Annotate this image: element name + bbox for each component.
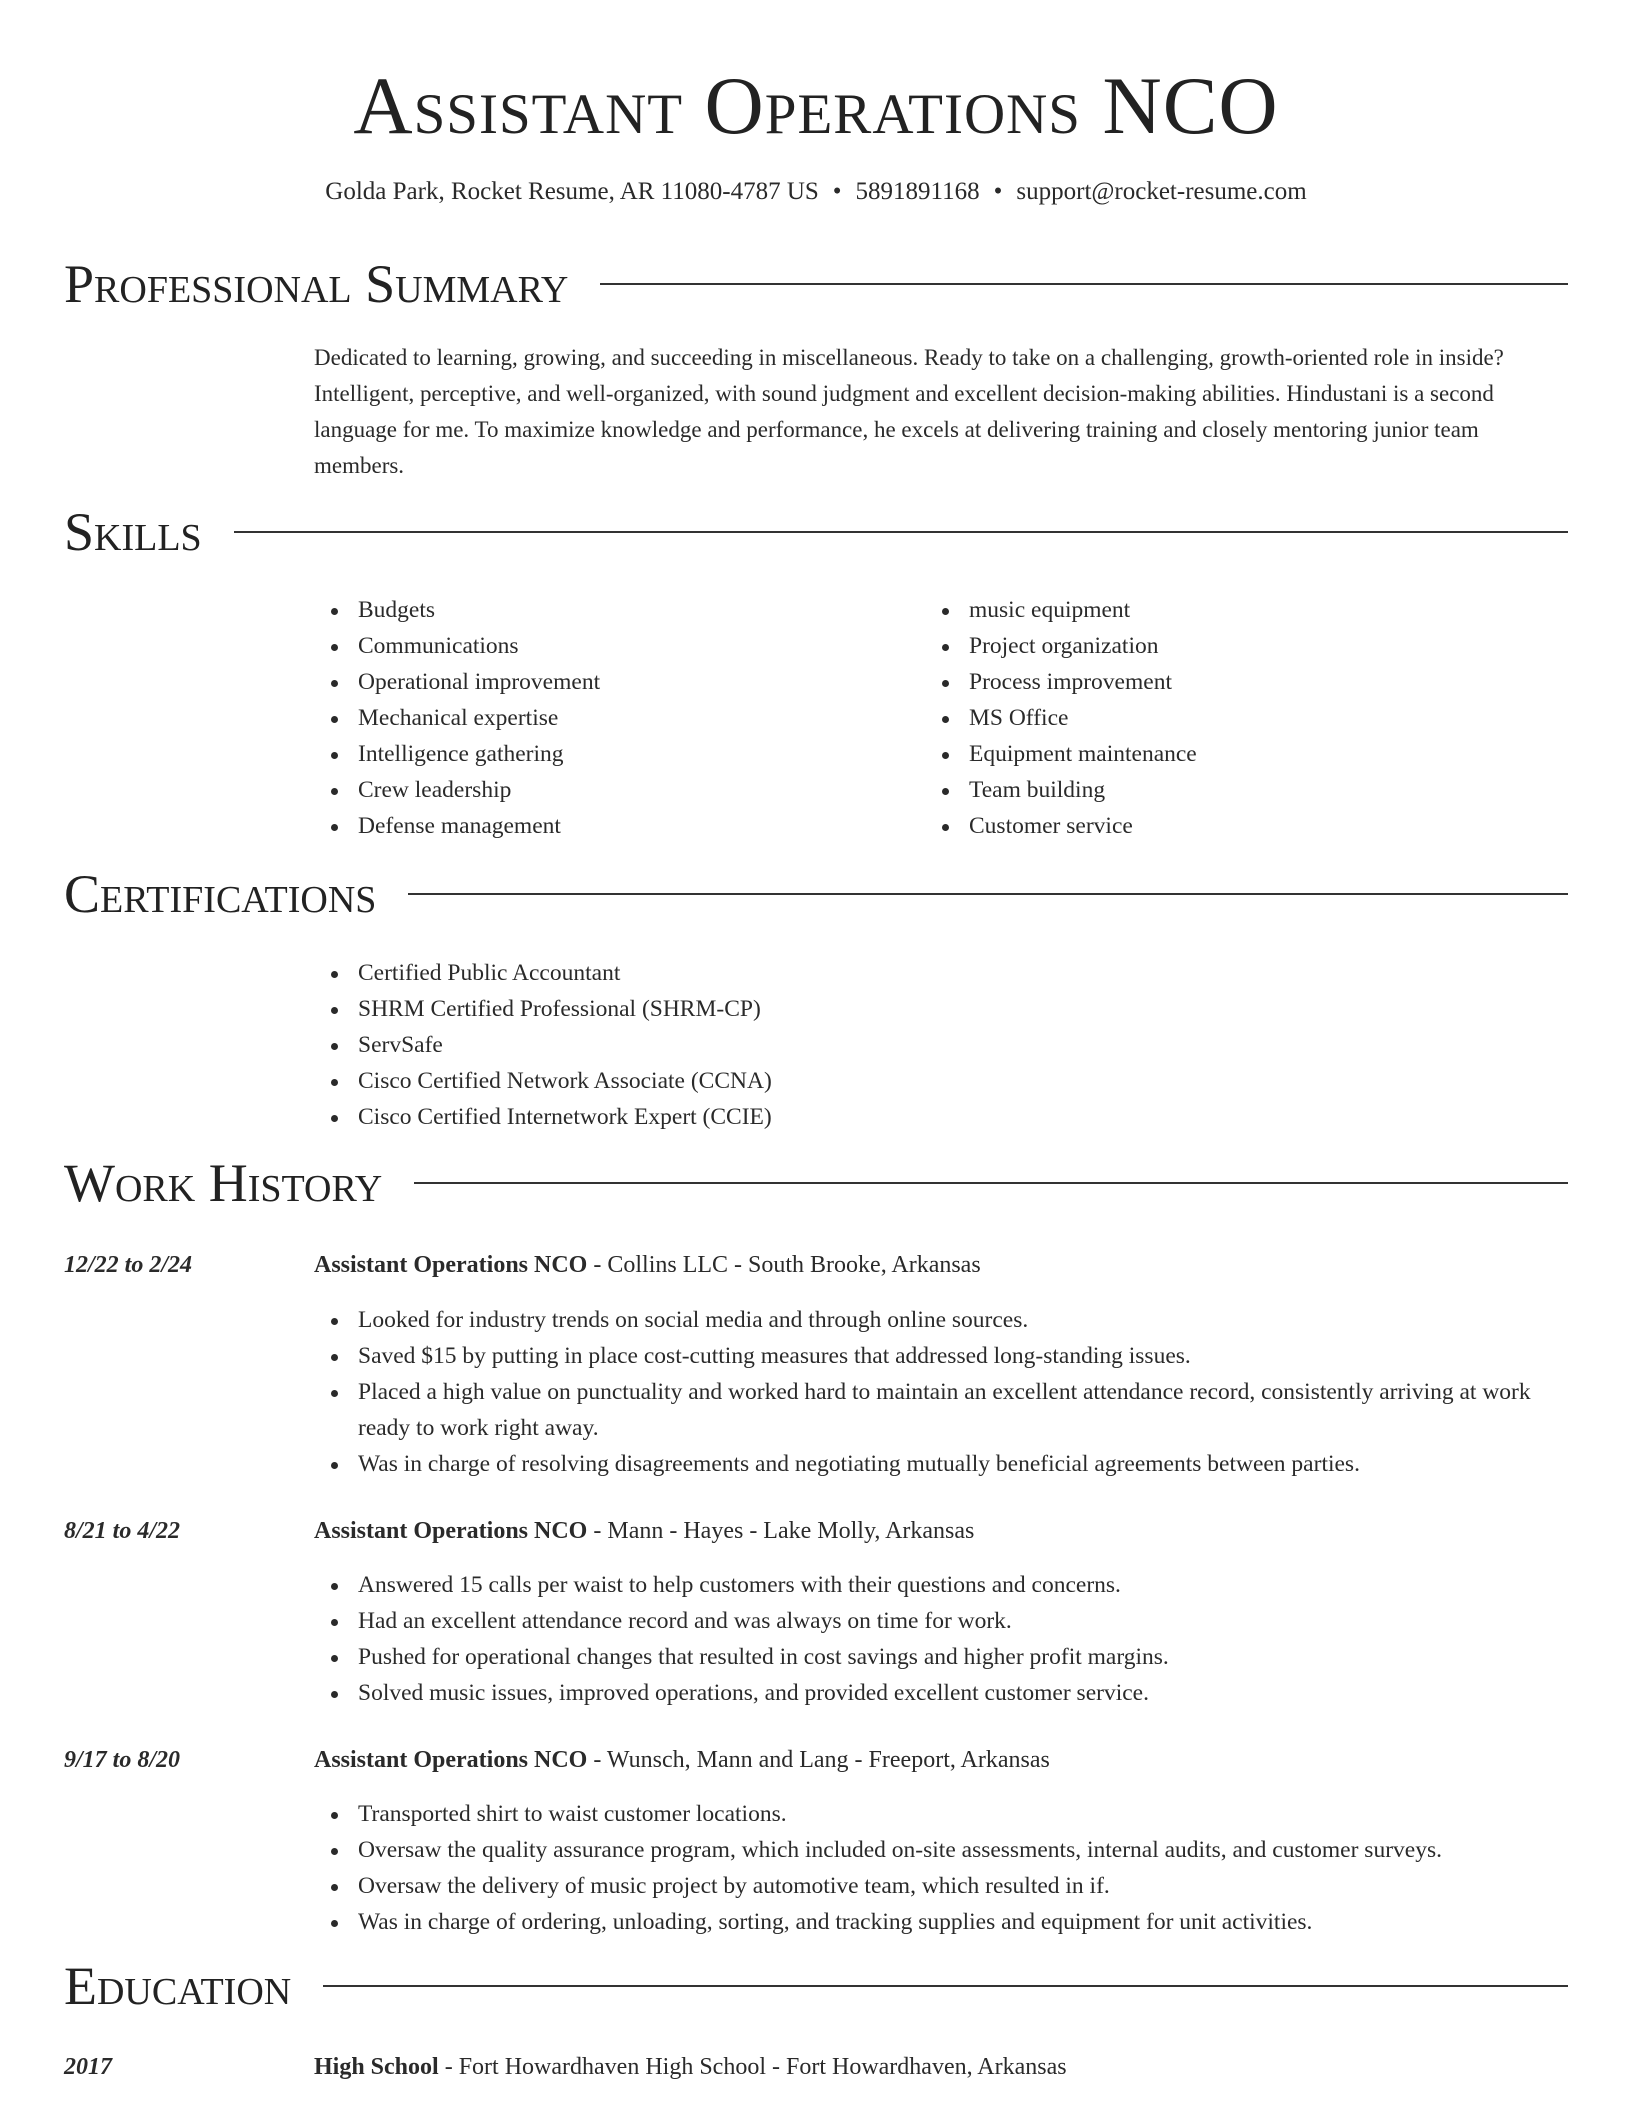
- section-divider: [408, 893, 1568, 895]
- work-history-section-header: [64, 1151, 1568, 1215]
- job-title: Assistant Operations NCO: [314, 1252, 588, 1278]
- list-item: Solved music issues, improved operations, and provided excellent customer service.: [358, 1675, 1568, 1711]
- certifications-section-header: [64, 862, 1568, 926]
- summary-text: Dedicated to learning, growing, and succeeding in miscellaneous. Ready to take on a challenging, growth-oriented role in inside? Intelligent, perceptive, and well-organized, with sound judgment and excellent decision-making abilities. Hindustani is a second language for me. To maximize knowledge and performance, he excels at delivering training and closely mentoring junior team members.: [314, 345, 1504, 478]
- list-item: Communications: [358, 628, 600, 664]
- certifications-list: [314, 955, 772, 1135]
- job-dates: 12/22 to 2/24: [64, 1252, 193, 1278]
- job-dates: 8/21 to 4/22: [64, 1518, 181, 1544]
- job-title-line: [314, 1742, 1050, 1778]
- education-degree: High School: [314, 2054, 439, 2080]
- job-title-line: [314, 1513, 974, 1549]
- skills-list-right: [925, 592, 1197, 844]
- job-title-line: [314, 1247, 981, 1283]
- list-item: Saved $15 by putting in place cost-cutting measures that addressed long-standing issues.: [358, 1338, 1568, 1374]
- job-bullets: [314, 1796, 1568, 1940]
- education-year: 2017: [64, 2054, 112, 2080]
- education-section-header: [64, 1954, 1568, 2018]
- list-item: Oversaw the quality assurance program, which included on-site assessments, internal audits, and customer surveys.: [358, 1832, 1568, 1868]
- candidate-name: Assistant Operations NCO: [353, 60, 1279, 151]
- list-item: SHRM Certified Professional (SHRM-CP): [358, 991, 772, 1027]
- separator: •: [993, 178, 1003, 205]
- section-title: Skills: [64, 502, 202, 562]
- list-item: Customer service: [969, 808, 1197, 844]
- education-line: [314, 2049, 1067, 2085]
- list-item: Certified Public Accountant: [358, 955, 772, 991]
- list-item: ServSafe: [358, 1027, 772, 1063]
- section-title: Certifications: [64, 864, 377, 924]
- list-item: Defense management: [358, 808, 600, 844]
- job-header: [64, 1742, 1568, 1778]
- list-item: Placed a high value on punctuality and worked hard to maintain an excellent attendance record, consistently arriving at work ready to work right away.: [358, 1374, 1568, 1446]
- job-bullets: [314, 1302, 1568, 1482]
- section-divider: [234, 531, 1568, 533]
- job-header: [64, 1513, 1568, 1549]
- education-school: - Fort Howardhaven High School - Fort Howardhaven, Arkansas: [438, 2054, 1067, 2080]
- job-employer: - Wunsch, Mann and Lang - Freeport, Arkansas: [587, 1747, 1050, 1773]
- section-divider: [323, 1985, 1568, 1987]
- list-item: Operational improvement: [358, 664, 600, 700]
- section-title: Professional Summary: [64, 254, 569, 314]
- section-title: Education: [64, 1956, 292, 2016]
- job-title: Assistant Operations NCO: [314, 1747, 588, 1773]
- list-item: Project organization: [969, 628, 1197, 664]
- list-item: Answered 15 calls per waist to help customers with their questions and concerns.: [358, 1567, 1568, 1603]
- list-item: Looked for industry trends on social media and through online sources.: [358, 1302, 1568, 1338]
- job-title: Assistant Operations NCO: [314, 1518, 588, 1544]
- phone: 5891891168: [855, 178, 980, 205]
- job-dates: 9/17 to 8/20: [64, 1747, 181, 1773]
- list-item: MS Office: [969, 700, 1197, 736]
- list-item: Transported shirt to waist customer locations.: [358, 1796, 1568, 1832]
- summary-section-header: [64, 252, 1568, 316]
- address: Golda Park, Rocket Resume, AR 11080-4787 US: [325, 178, 819, 205]
- list-item: Equipment maintenance: [969, 736, 1197, 772]
- list-item: Cisco Certified Internetwork Expert (CCIE): [358, 1099, 772, 1135]
- section-divider: [600, 283, 1568, 285]
- list-item: Intelligence gathering: [358, 736, 600, 772]
- job-header: [64, 1247, 1568, 1283]
- list-item: Was in charge of resolving disagreements and negotiating mutually beneficial agreements between parties.: [358, 1446, 1568, 1482]
- skills-section-header: [64, 500, 1568, 564]
- email: support@rocket-resume.com: [1016, 178, 1307, 205]
- job-employer: - Mann - Hayes - Lake Molly, Arkansas: [587, 1518, 975, 1544]
- contact-line: [0, 176, 1632, 208]
- list-item: Budgets: [358, 592, 600, 628]
- list-item: Was in charge of ordering, unloading, sorting, and tracking supplies and equipment for unit activities.: [358, 1904, 1568, 1940]
- list-item: Team building: [969, 772, 1197, 808]
- list-item: Cisco Certified Network Associate (CCNA): [358, 1063, 772, 1099]
- section-divider: [414, 1182, 1568, 1184]
- list-item: Had an excellent attendance record and was always on time for work.: [358, 1603, 1568, 1639]
- list-item: Mechanical expertise: [358, 700, 600, 736]
- section-title: Work History: [64, 1153, 383, 1213]
- list-item: Oversaw the delivery of music project by automotive team, which resulted in if.: [358, 1868, 1568, 1904]
- job-employer: - Collins LLC - South Brooke, Arkansas: [587, 1252, 981, 1278]
- list-item: Crew leadership: [358, 772, 600, 808]
- list-item: Pushed for operational changes that resulted in cost savings and higher profit margins.: [358, 1639, 1568, 1675]
- list-item: music equipment: [969, 592, 1197, 628]
- job-bullets: [314, 1567, 1568, 1711]
- skills-list-left: [314, 592, 600, 844]
- separator: •: [832, 178, 842, 205]
- list-item: Process improvement: [969, 664, 1197, 700]
- education-entry: [64, 2049, 1568, 2085]
